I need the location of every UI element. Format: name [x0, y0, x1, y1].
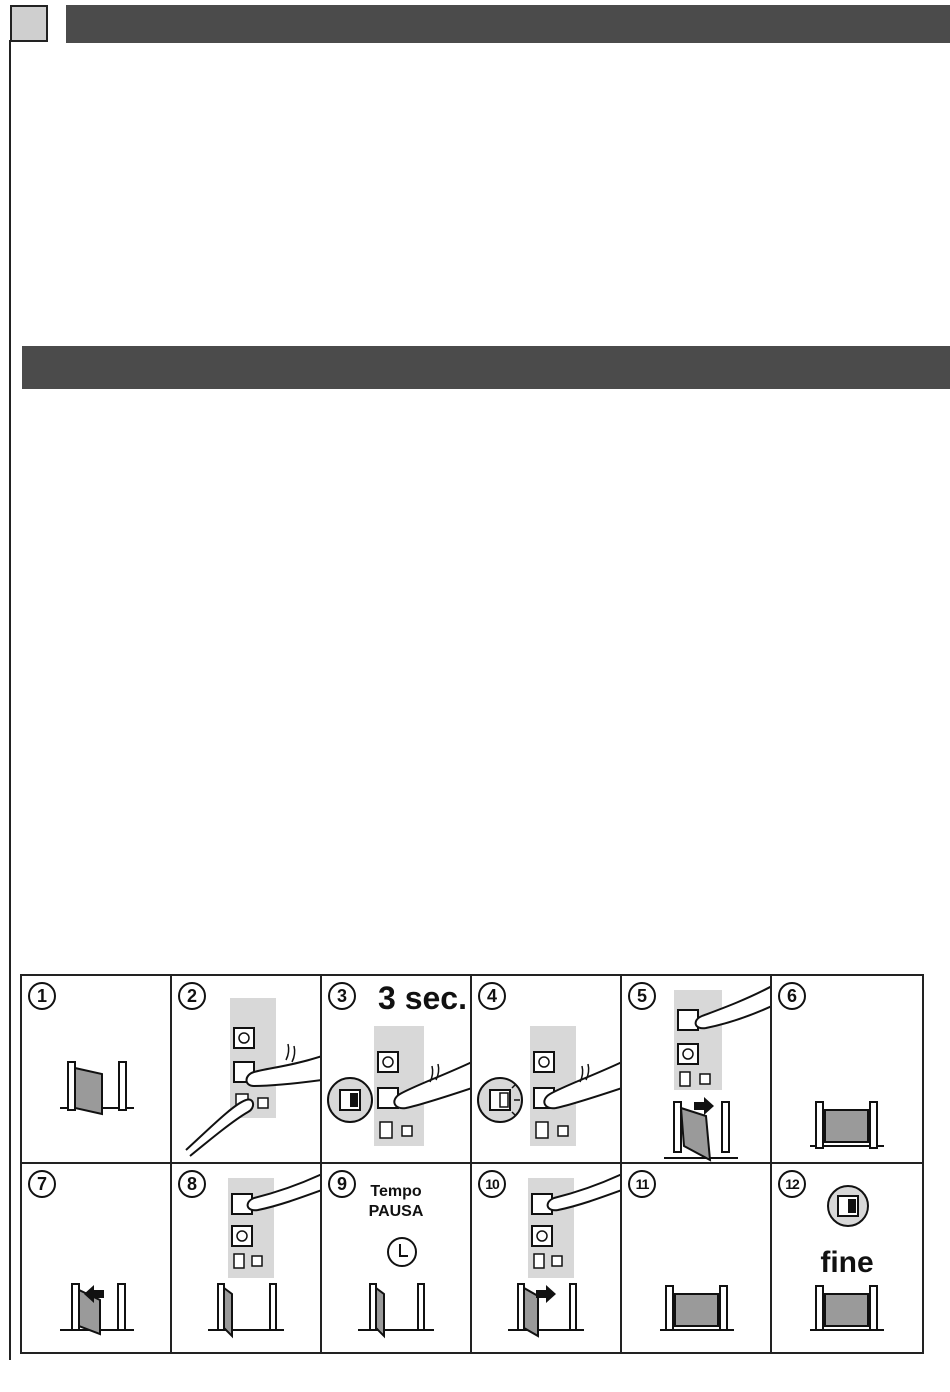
step-12-panel	[772, 1164, 922, 1352]
step-8-panel	[172, 1164, 322, 1352]
step-11-panel	[622, 1164, 772, 1352]
step-number: 1	[28, 982, 56, 1010]
procedure-steps-grid	[20, 974, 924, 1354]
pause-time-line2: PAUSA	[368, 1203, 424, 1220]
step-4-panel	[472, 976, 622, 1164]
gate-icon	[22, 976, 172, 1164]
step-1-panel	[22, 976, 172, 1164]
step-number: 7	[28, 1170, 56, 1198]
pause-time-line1: Tempo	[370, 1183, 422, 1200]
step-6-panel	[772, 976, 922, 1164]
step-number: 9	[328, 1170, 356, 1198]
step-number: 2	[178, 982, 206, 1010]
arrow-icon	[622, 976, 772, 1164]
gate-icon	[622, 1164, 772, 1352]
step-number: 3	[328, 982, 356, 1010]
arrow-icon	[22, 1164, 172, 1352]
pointing-hand-icon	[322, 976, 472, 1164]
section-header-bar	[66, 5, 950, 43]
gate-icon	[772, 976, 922, 1164]
step-7-panel	[22, 1164, 172, 1352]
gate-icon	[772, 1164, 922, 1352]
end-label: fine	[820, 1246, 874, 1279]
subsection-header-bar	[22, 346, 950, 389]
step-3-panel	[322, 976, 472, 1164]
step-9-panel	[322, 1164, 472, 1352]
pointing-hand-icon	[172, 976, 322, 1164]
gate-icon	[172, 1164, 322, 1352]
gate-icon	[322, 1164, 472, 1352]
step-10-panel	[472, 1164, 622, 1352]
page-left-rule	[9, 40, 11, 1360]
duration-label: 3 sec.	[378, 980, 467, 1016]
step-number: 8	[178, 1170, 206, 1198]
step-5-panel	[622, 976, 772, 1164]
section-number-box	[10, 5, 48, 42]
pointing-hand-icon	[472, 976, 622, 1164]
step-number: 10	[478, 1170, 506, 1198]
step-number: 12	[778, 1170, 806, 1198]
step-number: 4	[478, 982, 506, 1010]
step-number: 6	[778, 982, 806, 1010]
step-number: 11	[628, 1170, 656, 1198]
step-2-panel	[172, 976, 322, 1164]
step-number: 5	[628, 982, 656, 1010]
arrow-icon	[472, 1164, 622, 1352]
